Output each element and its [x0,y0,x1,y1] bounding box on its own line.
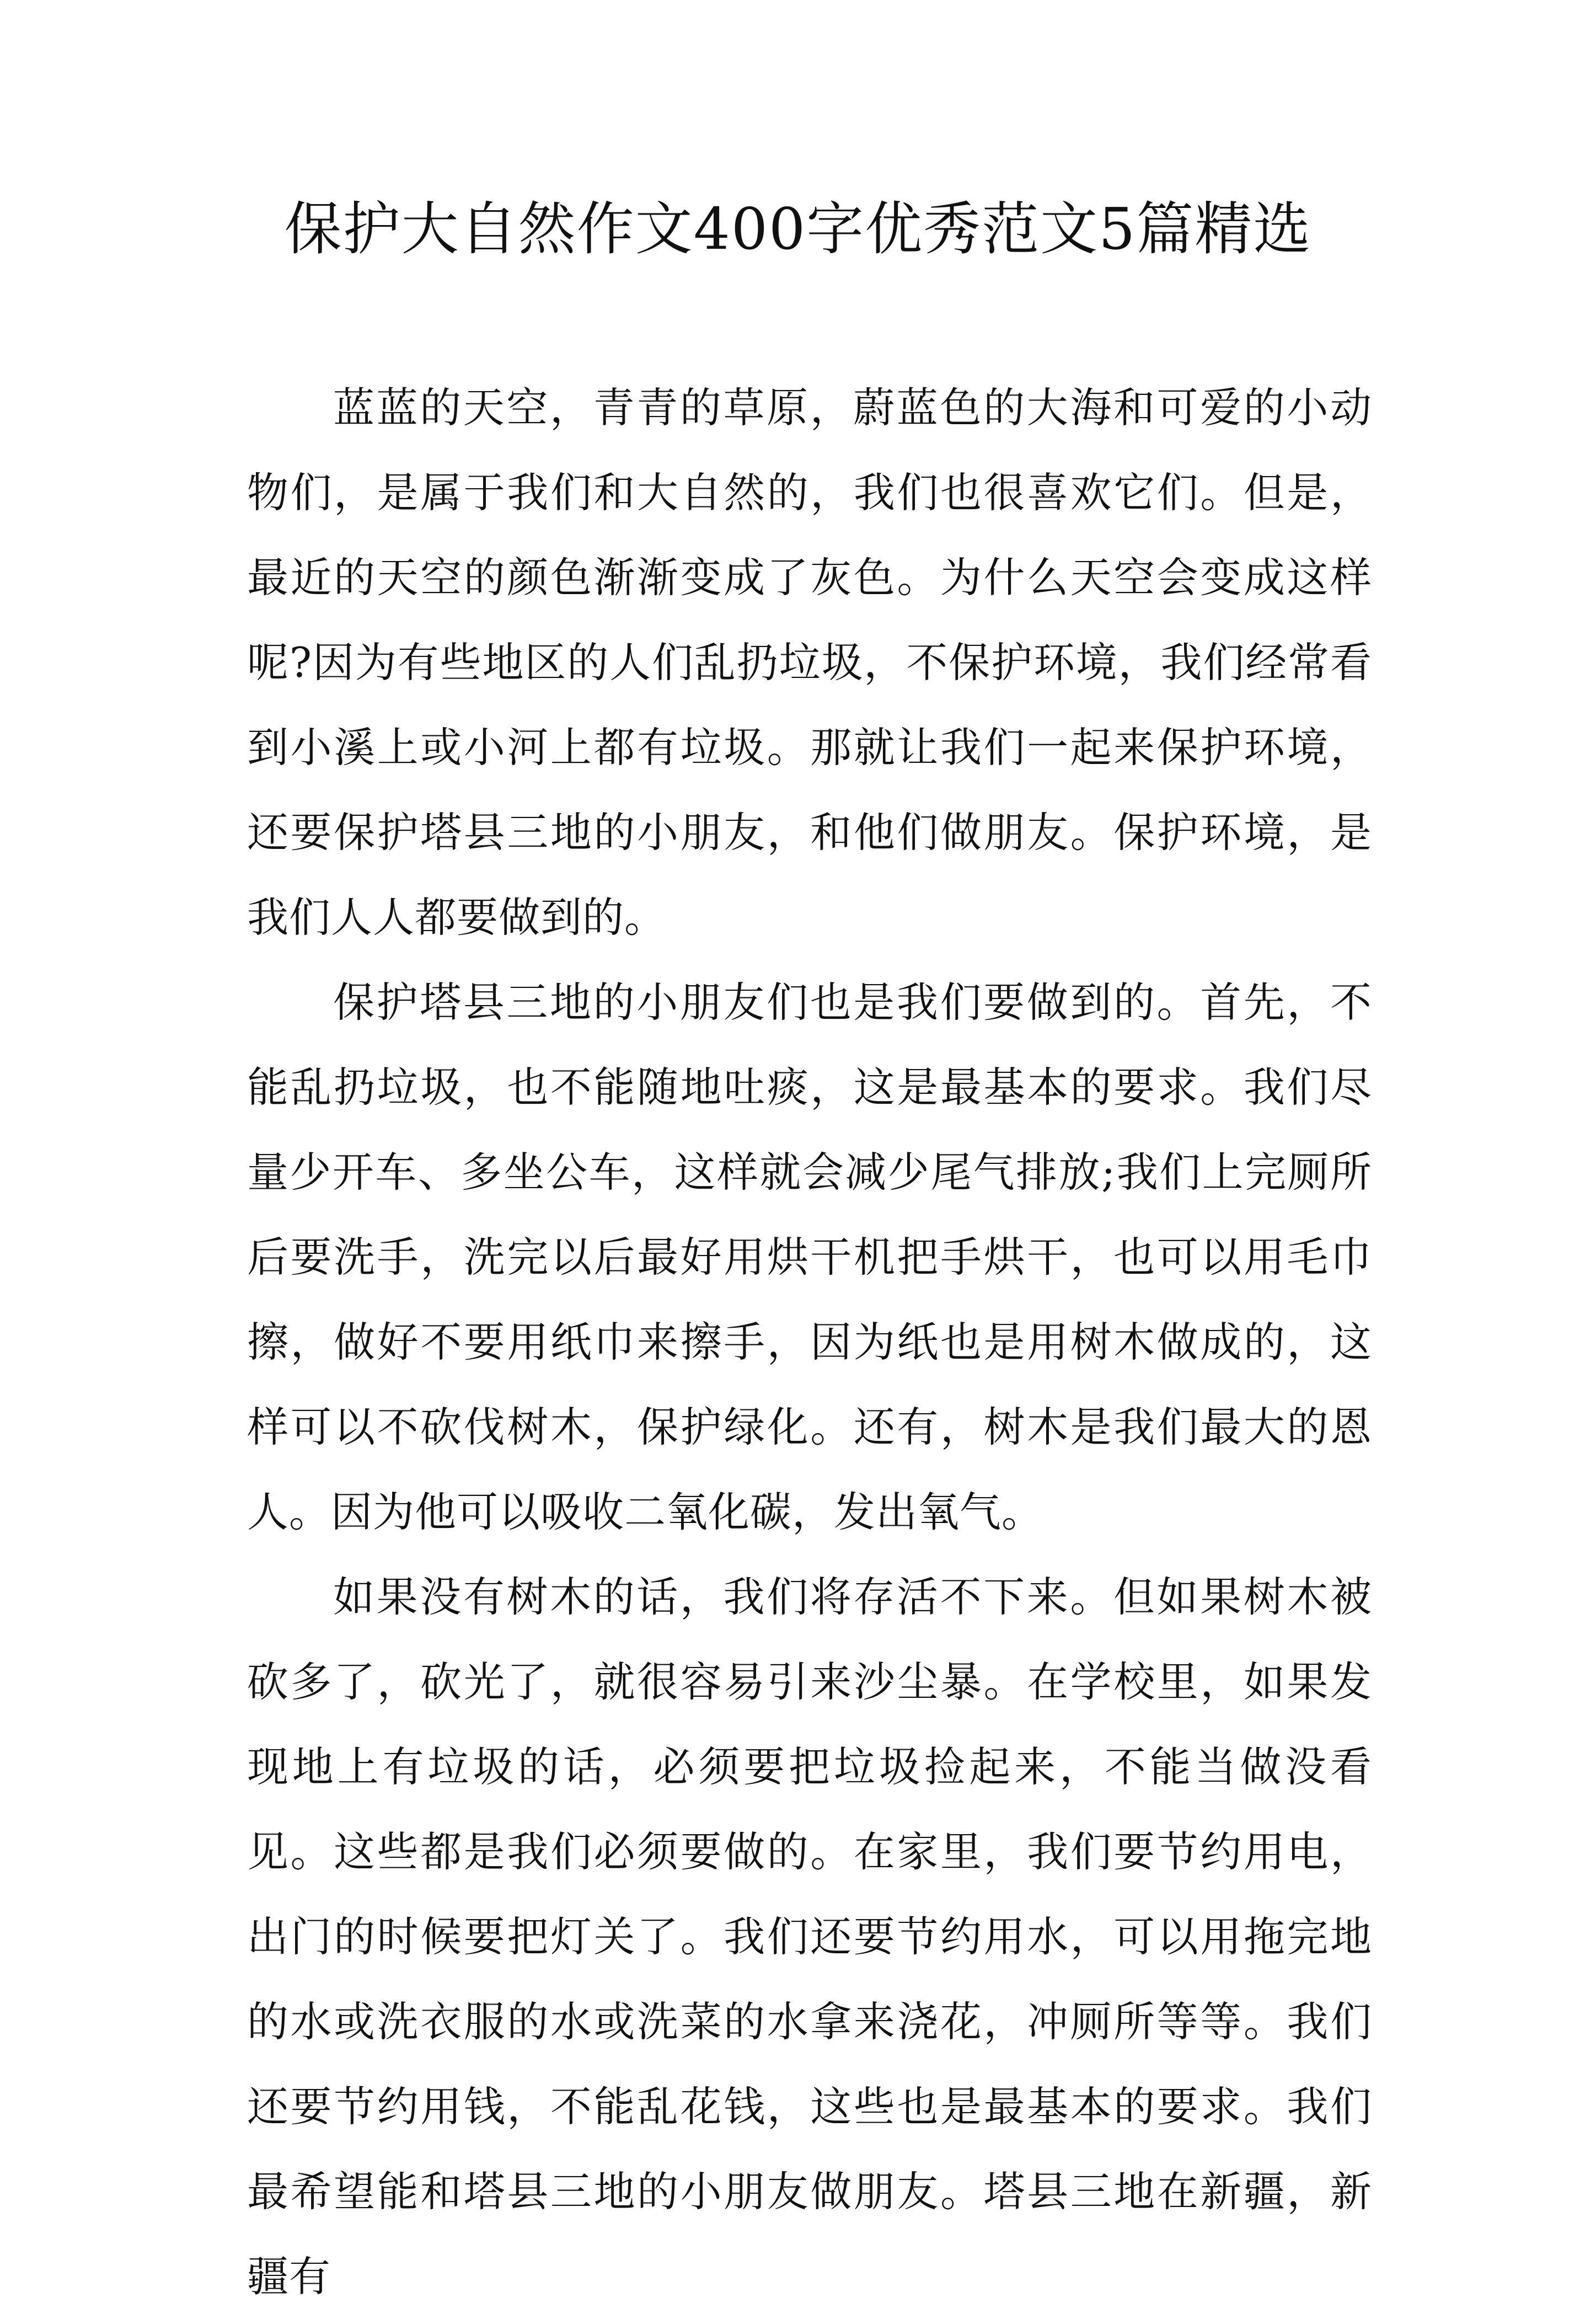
paragraph-1: 蓝蓝的天空，青青的草原，蔚蓝色的大海和可爱的小动物们，是属于我们和大自然的，我们也很喜欢它们。但是，最近的天空的颜色渐渐变成了灰色。为什么天空会变成这样呢?因为有些地区的人们乱扔垃圾，不保护环境，我们经常看到小溪上或小河上都有垃圾。那就让我们一起来保护环境，还要保护塔县三地的小朋友，和他们做朋友。保护环境，是我们人人都要做到的。 [247,383,1372,942]
document-body [247,365,1372,2319]
paragraph-2: 保护塔县三地的小朋友们也是我们要做到的。首先，不能乱扔垃圾，也不能随地吐痰，这是最基本的要求。我们尽量少开车、多坐公车，这样就会减少尾气排放;我们上完厕所后要洗手，洗完以后最好用烘干机把手烘干，也可以用毛巾擦，做好不要用纸巾来擦手，因为纸也是用树木做成的，这样可以不砍伐树木，保护绿化。还有，树木是我们最大的恩人。因为他可以吸收二氧化碳，发出氧气。 [247,978,1372,1536]
document-title: 保护大自然作文400字优秀范文5篇精选 [284,195,1312,263]
paragraph-3: 如果没有树木的话，我们将存活不下来。但如果树木被砍多了，砍光了，就很容易引来沙尘暴。在学校里，如果发现地上有垃圾的话，必须要把垃圾捡起来，不能当做没看见。这些都是我们必须要做的。在家里，我们要节约用电，出门的时候要把灯关了。我们还要节约用水，可以用拖完地的水或洗衣服的水或洗菜的水拿来浇花，冲厕所等等。我们还要节约用钱，不能乱花钱，这些也是最基本的要求。我们最希望能和塔县三地的小朋友做朋友。塔县三地在新疆，新疆有 [247,1573,1372,2301]
